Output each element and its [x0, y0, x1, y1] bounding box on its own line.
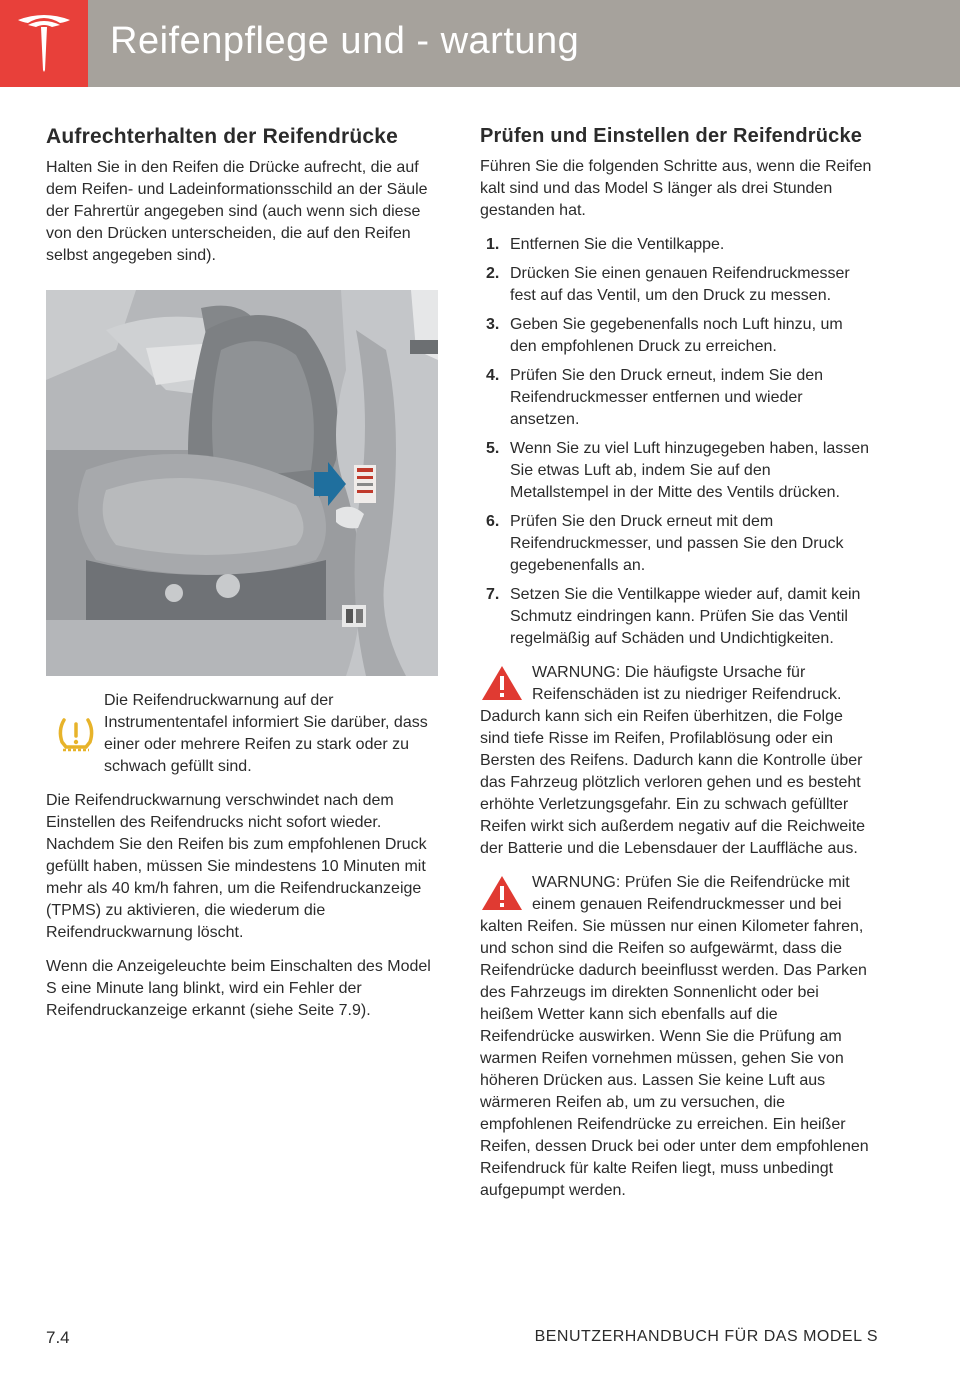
warning-reset-paragraph: Die Reifendruckwarnung verschwindet nach dem Einstellen des Reifendrucks nicht sofort wieder. Nachdem Sie den Reifen bis zum empfohlenen Druck gefüllt haben, müssen Sie mindestens 10 Minuten mit mehr als 40 km/h fahren, um die Reifendruckanzeige (TPMS) zu aktivieren, die wiederum die Reifendruckwarnung löscht.: [46, 792, 427, 941]
tpms-note-text: Die Reifendruckwarnung auf der Instrumententafel informiert Sie darüber, dass einer oder mehrere Reifen zu stark oder zu schwach gefüllt sind.: [104, 692, 428, 775]
tpms-fault-paragraph: Wenn die Anzeigeleuchte beim Einschalten des Model S eine Minute lang blinkt, wird ein Fehler der Reifendruckanzeige erkannt (siehe Seite 7.9).: [46, 958, 431, 1019]
warning-underinflation: [480, 662, 872, 860]
seat-illustration-image: [46, 290, 438, 676]
list-item: 3. Geben Sie gegebenenfalls noch Luft hinzu, um den empfohlenen Druck zu erreichen.: [486, 316, 843, 355]
tire-pressure-warning-icon: [56, 716, 96, 757]
list-item: 6. Prüfen Sie den Druck erneut mit dem Reifendruckmesser, und passen Sie den Druck gegebenenfalls an.: [486, 513, 844, 574]
intro-paragraph: Halten Sie in den Reifen die Drücke aufrecht, die auf dem Reifen- und Ladeinformationsschild an der Säule der Fahrertür angegeben sind (auch wenn sich diese von den Drücken unterscheiden, die auf den Reifen selbst angegeben sind).: [46, 159, 428, 264]
warning-underinflation-text: WARNUNG: Die häufigste Ursache für Reifenschäden ist zu niedriger Reifendruck. Dadurch kann sich ein Reifen überhitzen, die Folge sind tiefe Risse im Reifen, Profilablösung oder ein Bersten des Reifens. Dadurch kann die Kontrolle über das Fahrzeug plötzlich verloren gehen und es besteht erhöhte Verletzungsgefahr. Ein zu schwach gefüllter Reifen wirkt sich außerdem negativ auf die Reichweite der Batterie und die Lebensdauer der Lauffläche aus.: [480, 664, 866, 857]
tpms-note: [46, 690, 438, 778]
tesla-logo: [0, 0, 88, 87]
list-item: 2. Drücken Sie einen genauen Reifendruckmesser fest auf das Ventil, um den Druck zu messen.: [486, 265, 850, 304]
list-item: 4. Prüfen Sie den Druck erneut, indem Sie den Reifendruckmesser entfernen und wieder ansetzen.: [486, 367, 824, 428]
warning-cold-tires-text: WARNUNG: Prüfen Sie die Reifendrücke mit einem genauen Reifendruckmesser und bei kalten Reifen. Sie müssen nur einen Kilometer fahren, und schon sind die Reifen so aufgewärmt, dass die Reifendrücke dadurch beeinflusst werden. Das Parken des Fahrzeugs im direkten Sonnenlicht oder bei heißem Wetter kann sich ebenfalls auf die Reifendrücke auswirken. Wenn Sie die Prüfung am warmen Reifen vornehmen müssen, gehen Sie von höheren Drücken aus. Lassen Sie keine Luft aus wärmeren Reifen ab, um zu versuchen, die empfohlenen Reifendrücke zu erreichen. Ein heißer Reifen, dessen Druck bei oder unter dem empfohlenen Reifendruck für kalte Reifen liegt, muss unbedingt aufgepumpt werden.: [480, 874, 869, 1199]
right-column: [480, 125, 872, 1214]
door-pillar-illustration: [46, 290, 438, 676]
manual-title: BENUTZERHANDBUCH FÜR DAS MODEL S: [534, 1328, 878, 1345]
check-intro-paragraph: Führen Sie die folgenden Schritte aus, wenn die Reifen kalt sind und das Model S länger als drei Stunden gestanden hat.: [480, 158, 872, 219]
page-number: 7.4: [46, 1328, 70, 1347]
left-column: [46, 125, 438, 1034]
warning-cold-tires: [480, 872, 872, 1202]
check-steps-list: [480, 234, 872, 650]
section-heading-check: Prüfen und Einstellen der Reifendrücke: [480, 125, 863, 147]
page-title: Reifenpflege und - wartung: [110, 20, 580, 62]
page-header: [0, 0, 960, 87]
section-heading-maintain: Aufrechterhalten der Reifendrücke: [46, 125, 399, 148]
warning-triangle-icon: [480, 874, 524, 912]
list-item: 7. Setzen Sie die Ventilkappe wieder auf, damit kein Schmutz eindringen kann. Prüfen Sie das Ventil regelmäßig auf Schäden und Undichtigkeiten.: [486, 586, 861, 647]
warning-triangle-icon: [480, 664, 524, 702]
tesla-logo-icon: [14, 12, 74, 74]
list-item: 1. Entfernen Sie die Ventilkappe.: [486, 236, 725, 253]
list-item: 5. Wenn Sie zu viel Luft hinzugegeben haben, lassen Sie etwas Luft ab, indem Sie auf den Metallstempel in der Mitte des Ventils drücken.: [486, 440, 870, 501]
